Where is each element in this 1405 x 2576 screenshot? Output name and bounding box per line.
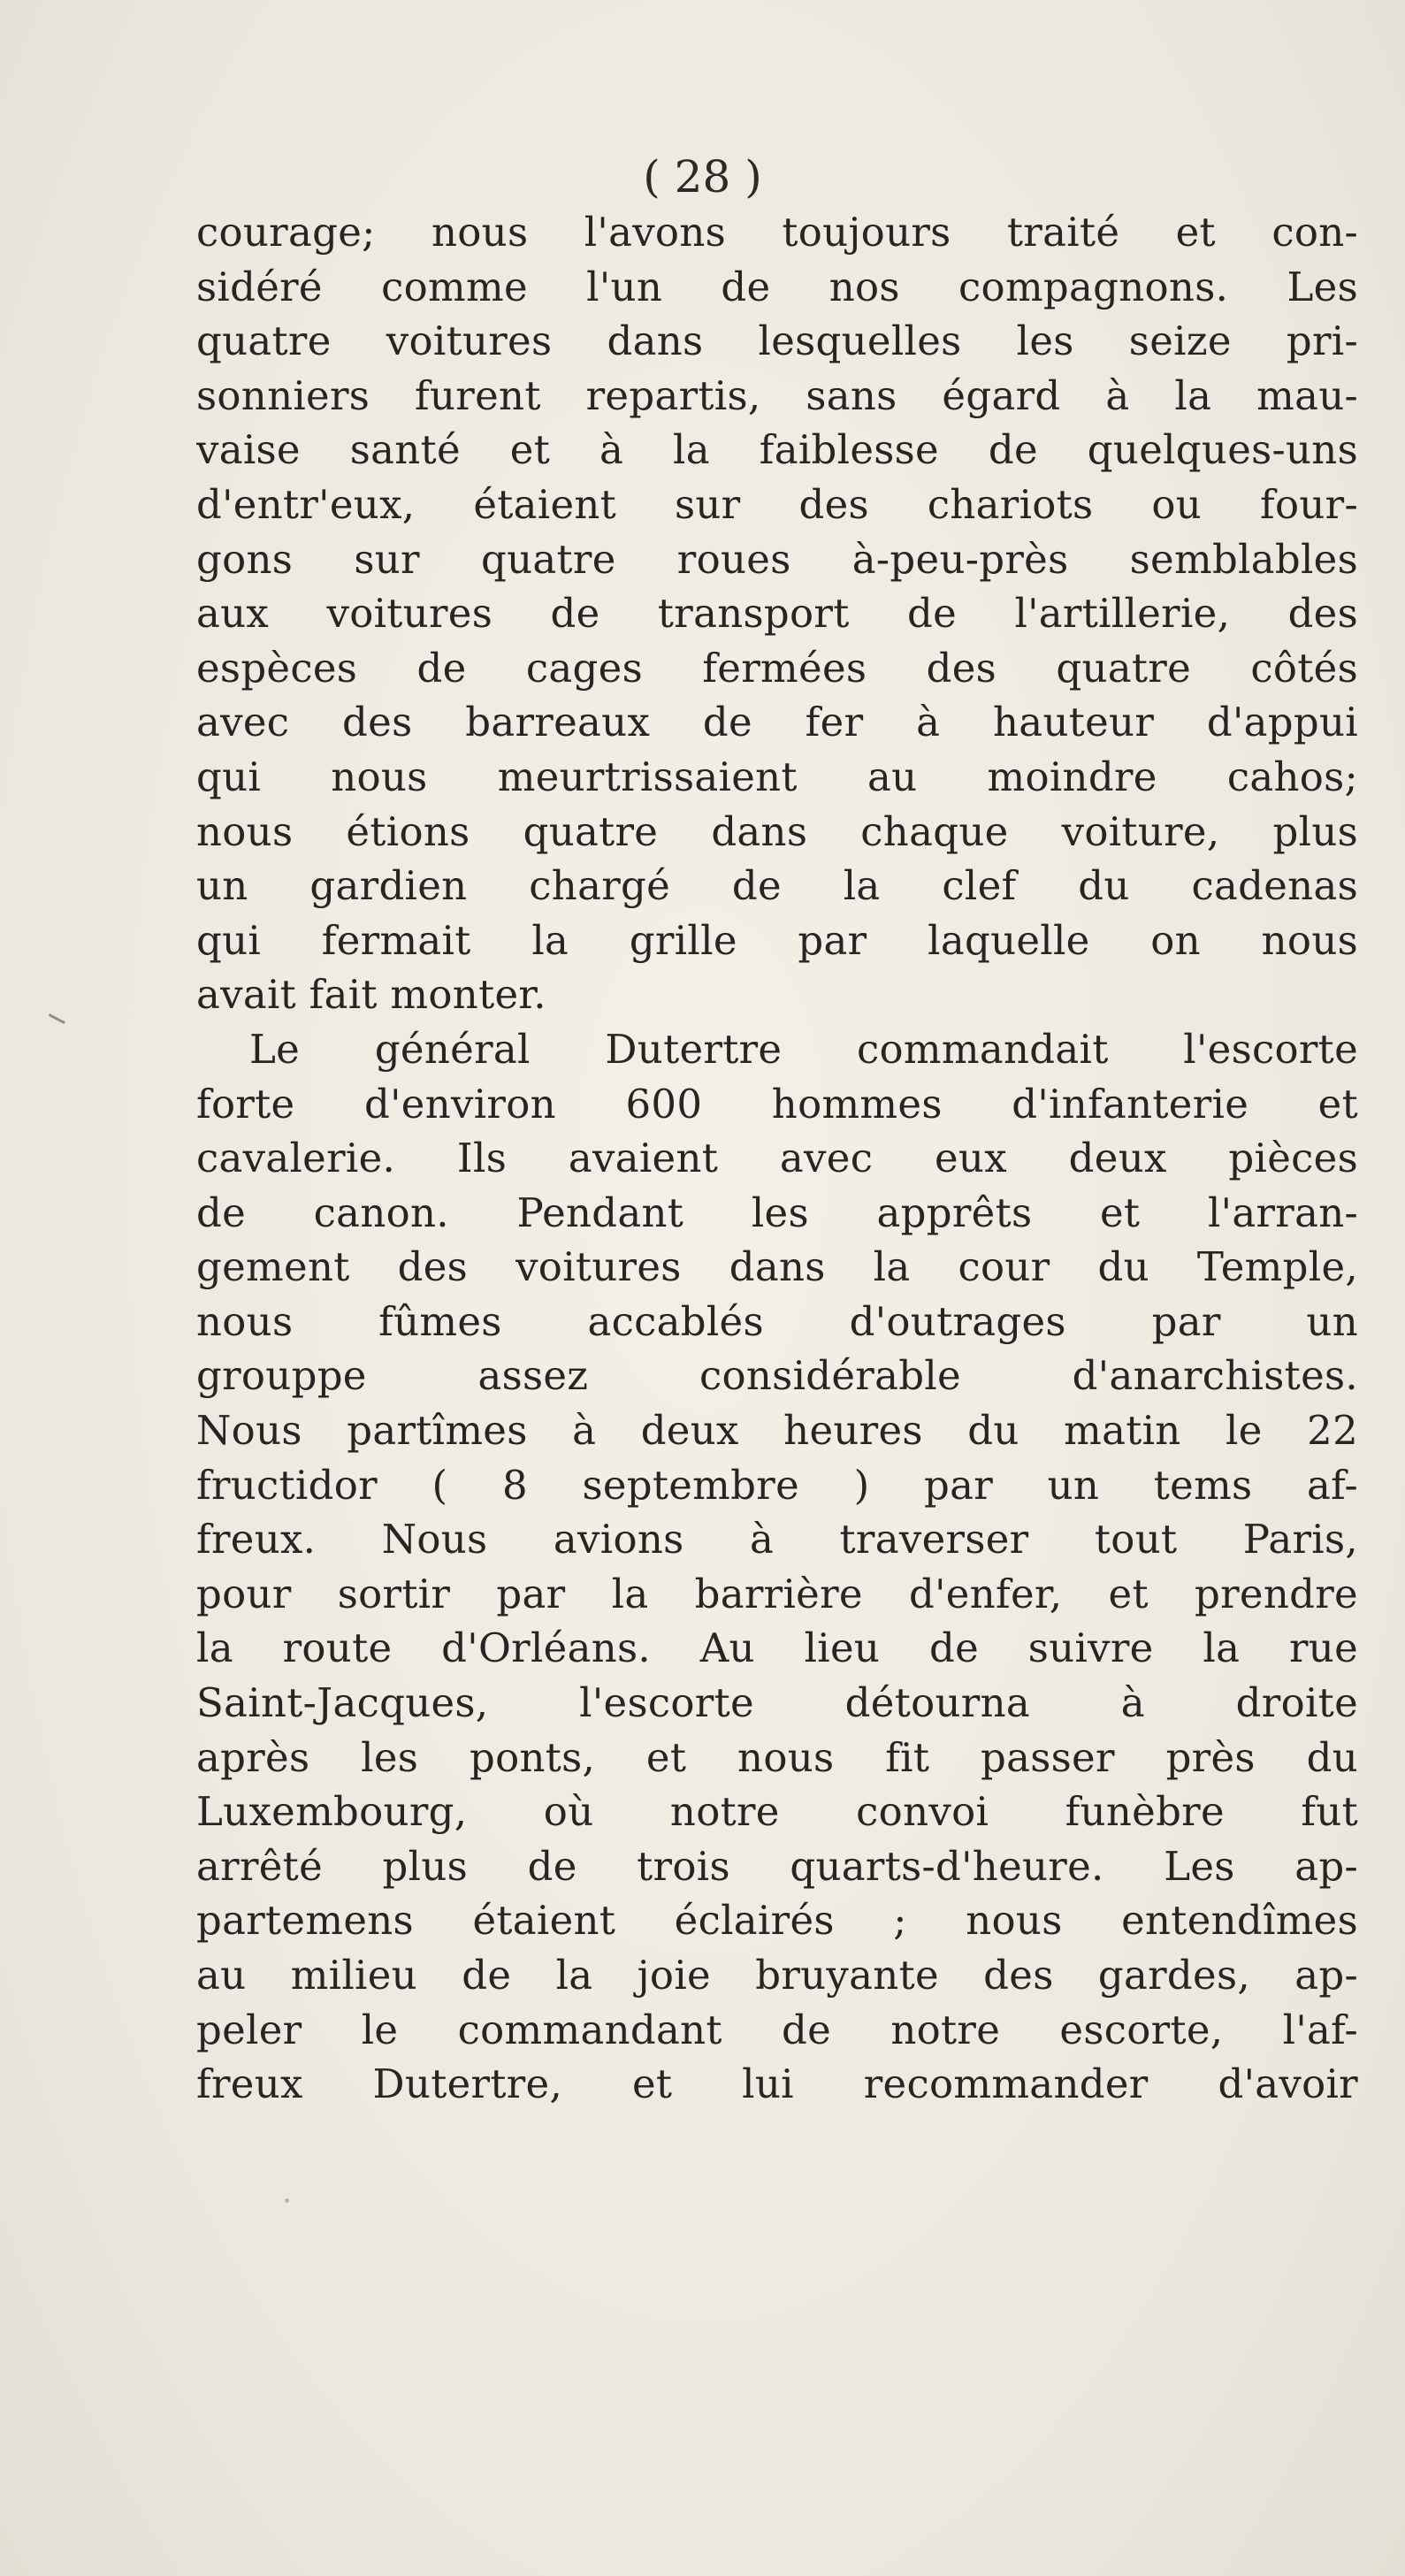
text-line: après les ponts, et nous fit passer près du	[196, 1733, 1358, 1781]
margin-mark	[44, 1013, 65, 1032]
page-number: ( 28 )	[643, 151, 762, 203]
text-line: espèces de cages fermées des quatre côtés	[196, 644, 1358, 692]
text-line: un gardien chargé de la clef du cadenas	[196, 862, 1358, 910]
text-line: peler le commandant de notre escorte, l'af-	[196, 2006, 1358, 2053]
text-line: qui fermait la grille par laquelle on nous	[196, 916, 1358, 964]
text-line: pour sortir par la barrière d'enfer, et prendre	[196, 1570, 1358, 1617]
text-line: qui nous meurtrissaient au moindre cahos;	[196, 753, 1358, 800]
body-text	[196, 205, 1358, 2112]
text-line: grouppe assez considérable d'anarchistes.	[196, 1352, 1358, 1400]
text-line: gement des voitures dans la cour du Temple,	[196, 1243, 1358, 1291]
text-line: Luxembourg, où notre convoi funèbre fut	[196, 1788, 1358, 1836]
text-line: Nous partîmes à deux heures du matin le 22	[196, 1407, 1358, 1455]
text-line: sidéré comme l'un de nos compagnons. Les	[196, 263, 1358, 310]
text-line: aux voitures de transport de l'artillerie, des	[196, 590, 1358, 638]
text-line: nous fûmes accablés d'outrages par un	[196, 1297, 1358, 1345]
text-line: Saint-Jacques, l'escorte détourna à droite	[196, 1679, 1358, 1727]
text-line: vaise santé et à la faiblesse de quelques-uns	[196, 426, 1358, 474]
text-line: freux Dutertre, et lui recommander d'avoir	[196, 2060, 1358, 2108]
text-line: forte d'environ 600 hommes d'infanterie et	[196, 1080, 1358, 1127]
text-line: la route d'Orléans. Au lieu de suivre la rue	[196, 1624, 1358, 1672]
text-line: d'entr'eux, étaient sur des chariots ou four-	[196, 480, 1358, 528]
text-line: Le général Dutertre commandait l'escorte	[249, 1025, 1358, 1073]
text-line: avec des barreaux de fer à hauteur d'appui	[196, 699, 1358, 746]
text-line: avait fait monter.	[196, 971, 546, 1019]
text-line: freux. Nous avions à traverser tout Paris,	[196, 1516, 1358, 1563]
text-line: partemens étaient éclairés ; nous entendîmes	[196, 1897, 1358, 1945]
text-line: cavalerie. Ils avaient avec eux deux pièces	[196, 1135, 1358, 1182]
text-line: gons sur quatre roues à-peu-près semblables	[196, 535, 1358, 583]
text-line: au milieu de la joie bruyante des gardes, ap-	[196, 1952, 1358, 1999]
paper-speck	[285, 2198, 289, 2203]
text-line: quatre voitures dans lesquelles les seize pri-	[196, 317, 1358, 365]
text-line: arrêté plus de trois quarts-d'heure. Les ap-	[196, 1842, 1358, 1890]
text-line: sonniers furent repartis, sans égard à la mau-	[196, 371, 1358, 419]
text-line: courage; nous l'avons toujours traité et con-	[196, 209, 1358, 256]
text-line: fructidor ( 8 septembre ) par un tems af-	[196, 1461, 1358, 1509]
text-line: nous étions quatre dans chaque voiture, plus	[196, 807, 1358, 855]
text-line: de canon. Pendant les apprêts et l'arran-	[196, 1189, 1358, 1236]
